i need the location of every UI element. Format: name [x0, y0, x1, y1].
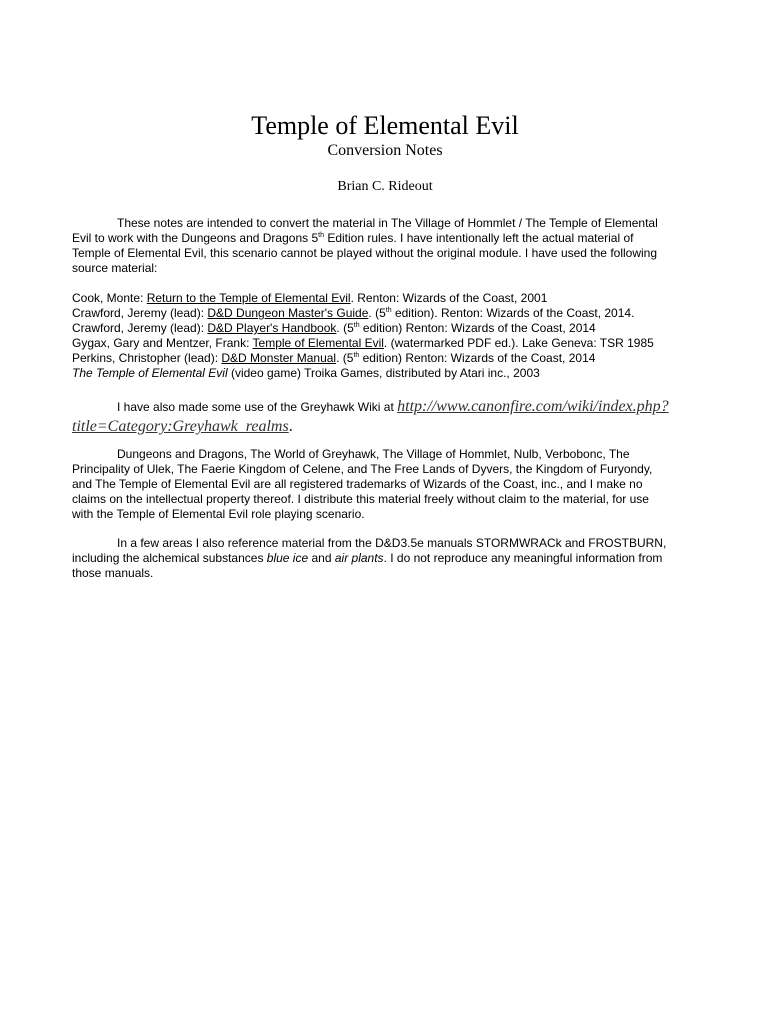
intro-text: Edition rules. I have intentionally left the actual material of [323, 231, 634, 245]
intro-text: source material: [72, 261, 158, 275]
source-item: Perkins, Christopher (lead): D&D Monster Manual. (5th edition) Renton: Wizards of the Coast, 2014 [72, 351, 596, 365]
superscript: th [385, 307, 392, 314]
source-title: Temple of Elemental Evil [252, 336, 384, 350]
document-author: Brian C. Rideout [337, 179, 433, 194]
document-subtitle: Conversion Notes [327, 142, 443, 159]
intro-text: Temple of Elemental Evil, this scenario cannot be played without the original module. I have used the following [72, 246, 658, 260]
superscript: th [353, 352, 360, 359]
intro-paragraph [72, 216, 698, 276]
source-item: Crawford, Jeremy (lead): D&D Player's Handbook. (5th edition) Renton: Wizards of the Coast, 2014 [72, 321, 596, 335]
source-item: Crawford, Jeremy (lead): D&D Dungeon Master's Guide. (5th edition). Renton: Wizards of the Coast, 2014. [72, 306, 635, 320]
wiki-paragraph: I have also made some use of the Greyhawk Wiki at http://www.canonfire.com/wiki/index.php? title=Category:Greyhawk_realms. [72, 398, 669, 435]
document-title: Temple of Elemental Evil [251, 111, 519, 140]
wiki-link[interactable]: http://www.canonfire.com/wiki/index.php? [397, 398, 669, 415]
wiki-text: I have also made some use of the Greyhawk Wiki at [117, 400, 398, 414]
source-item: The Temple of Elemental Evil (video game) Troika Games, distributed by Atari inc., 2003 [72, 366, 540, 380]
superscript: th [318, 232, 324, 239]
source-title: D&D Player's Handbook [207, 321, 337, 335]
source-title: Return to the Temple of Elemental Evil [146, 291, 351, 305]
source-item: Gygax, Gary and Mentzer, Frank: Temple of Elemental Evil. (watermarked PDF ed.). Lake Geneva: TSR 1985 [72, 336, 654, 350]
source-title: D&D Dungeon Master's Guide [207, 306, 369, 320]
intro-text: Evil to work with the Dungeons and Dragons 5 [72, 231, 319, 245]
superscript: th [353, 322, 360, 329]
references-paragraph: In a few areas I also reference material from the D&D3.5e manuals STORMWRACk and FROSTBURN, including the alchemical substances blue ice and air plants. I do not reproduce any meaningful information from those manuals. [72, 536, 667, 580]
source-title: The Temple of Elemental Evil [72, 366, 228, 380]
source-item: Cook, Monte: Return to the Temple of Elemental Evil. Renton: Wizards of the Coast, 2001 [72, 291, 548, 305]
source-list [72, 291, 698, 381]
trademark-paragraph: Dungeons and Dragons, The World of Greyhawk, The Village of Hommlet, Nulb, Verbobonc, The Principality of Ulek, The Faerie Kingdom of Celene, and The Free Lands of Dyvers, the Kingdom of Furyondy, and The Temple of Elemental Evil are all registered trademarks of Wizards of the Coast, inc., and I make no claims on the intellectual property thereof. I distribute this material freely without claim to the material, for use with the Temple of Elemental Evil role playing scenario. [72, 447, 653, 521]
intro-text: These notes are intended to convert the material in The Village of Hommlet / The Temple of Elemental [117, 216, 658, 230]
source-title: D&D Monster Manual [221, 351, 337, 365]
wiki-link[interactable]: title=Category:Greyhawk_realms [72, 418, 289, 435]
